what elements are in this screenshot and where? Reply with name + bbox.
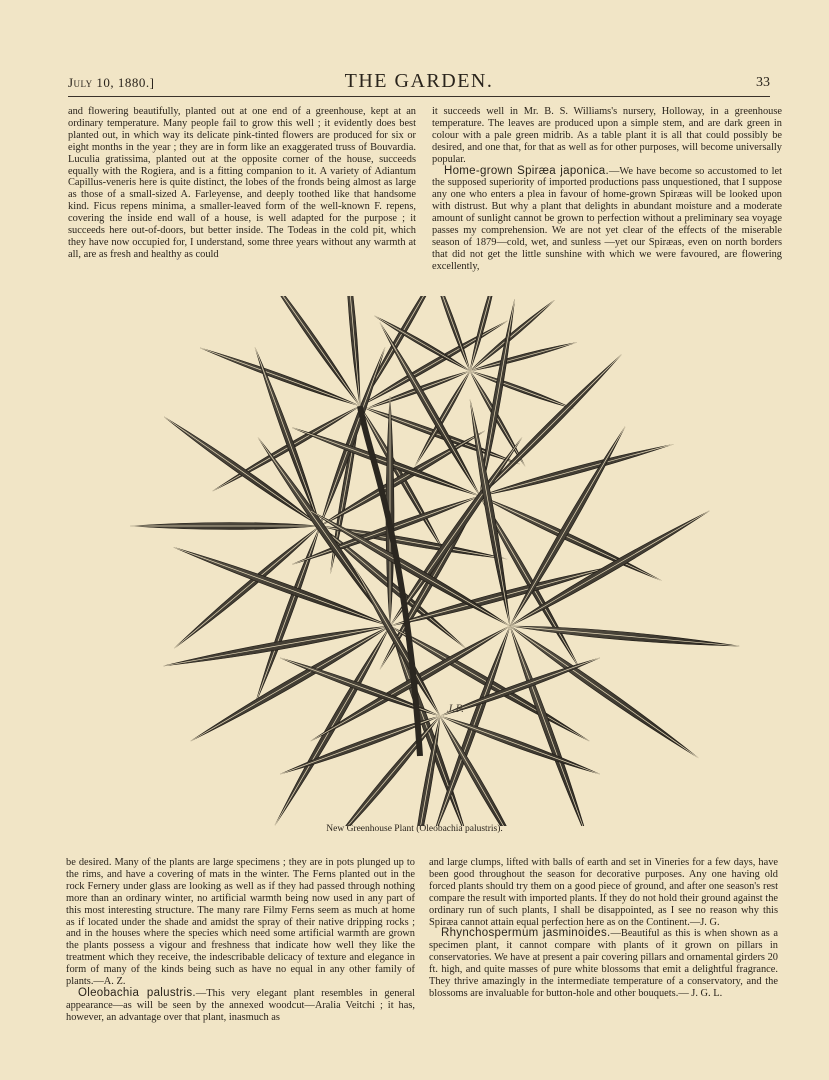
header-rule xyxy=(68,96,770,97)
engraver-initials: J.P. xyxy=(447,701,465,715)
leaf-midrib xyxy=(470,371,573,409)
article-oleobachia xyxy=(66,988,415,1024)
article-rhynchospermum xyxy=(429,928,778,999)
column-bottom-left xyxy=(66,857,415,1024)
leaf-midrib xyxy=(510,626,739,646)
plant-leaves xyxy=(130,296,739,826)
article-spiraea xyxy=(432,166,782,273)
issue-date: July 10, 1880.] xyxy=(68,75,155,90)
article-heading: Home-grown Spiræa japonica. xyxy=(444,164,610,177)
leaf-midrib xyxy=(200,348,360,406)
leaf-midrib xyxy=(510,626,698,758)
article-body: —This very elegant plant resembles in general appearance—as will be seen by the annexed woodcut—Aralia Veitchi ; it has, however, an advantage over that plant, inasmuch as xyxy=(66,987,415,1023)
running-header xyxy=(68,70,770,94)
paragraph: be desired. Many of the plants are large specimens ; they are in pots plunged up to the rims, and have a covering of mats in the winter. The Ferns planted out in the rock Fernery under glass are looking as well as if they had passed through nothing more than an ordinary winter, no artificial warmth being now used in any part of this most interesting structure. The many rare Filmy Ferns seem as much at home as if located under the shade and amidst the spray of their native dripping rocks ; and in the houses where the species which need some artificial warmth are grown the plants possess a vigour and freshness that indicate how well they like the treatment which they receive, the indescribable delicacy of texture and elegance in form of many of the kinds being such as have no equal in any other family of plants.—A. Z. xyxy=(66,857,415,988)
paragraph: it succeeds well in Mr. B. S. Williams's nursery, Holloway, in a greenhouse temperature. The leaves are produced upon a simple stem, and are dark green in colour with a pale green midrib. As a table plant it is all that could possibly be desired, and one that, for that as well as for other purposes, will become universally popular. xyxy=(432,106,782,165)
paragraph: and flowering beautifully, planted out at one end of a greenhouse, kept at an ordinary temperature. Many people fail to grow this well ; it evidently does best planted out, in which way its delicate pink-tinted flowers are produced for six or eight months in the year ; they are in form like an exaggerated truss of Bouvardia. Luculia gratissima, planted out at the opposite corner of the house, succeeds equally with the Rogiera, and is a fitting companion to it. A variety of Adiantum Capillus-veneris here is quite distinct, the lobes of the fronds being almost as large as those of a small-sized A. Farleyense, and deeply toothed like that handsome kind. Ficus repens minima, a smaller-leaved form of the well-known F. repens, covering the inside end wall of a house, is well adapted for the purpose ; it succeeds here out-of-doors, but better inside. The Todeas in the cold pit, which they have now occupied for, I understand, some three years without any warmth at all, are as fresh and healthy as could xyxy=(68,106,416,260)
woodcut-illustration xyxy=(60,296,780,826)
page-number: 33 xyxy=(756,75,770,90)
publication-title: THE GARDEN. xyxy=(344,70,494,92)
column-top-left xyxy=(68,106,416,261)
paragraph: and large clumps, lifted with balls of earth and set in Vineries for a few days, have been good throughout the season for decorative purposes. Any one having old forced plants should try them on a good piece of ground, and after one season's rest compare the result with imported plants. If they do not hold their ground against the ordinary run of such plants, I shall be disappointed, as I see no reason why this Spiræa cannot attain equal perfection here as on the Continent.—J. G. xyxy=(429,857,778,928)
column-bottom-right xyxy=(429,857,778,1000)
article-body: —Beautiful as this is when shown as a specimen plant, it cannot compare with plants of it grown on pillars in conservatories. We have at present a pair covering pillars and ornamental girders 20 ft. high, and quite masses of pure white blossoms that emit a delightful fragrance. They thrive amazingly in the intermediate temperature of a conservatory, and the blossoms are invaluable for button-hole and other bouquets.— J. G. L. xyxy=(429,928,778,999)
article-heading: Oleobachia palustris. xyxy=(78,986,196,999)
column-top-right xyxy=(432,106,782,273)
article-body: —We have become so accustomed to let the supposed superiority of imported productions pass unquestioned, that I suppose any one who enters a plea in favour of home-grown Spiræas will be looked upon with distrust. But why a plant that delights in abundant moisture and a moderate amount of sunlight cannot be grown to perfection without a preliminary sea voyage passes my comprehension. We are not yet clear of the effects of the miserable season of 1879—cold, wet, and sunless —yet our Spiræas, even on north borders that did not get the little sunshine with which we were favoured, are flowering excellently, xyxy=(432,165,782,272)
article-heading: Rhynchospermum jasminoides. xyxy=(441,927,611,940)
figure-caption: New Greenhouse Plant (Oleobachia palustris). xyxy=(326,824,503,834)
